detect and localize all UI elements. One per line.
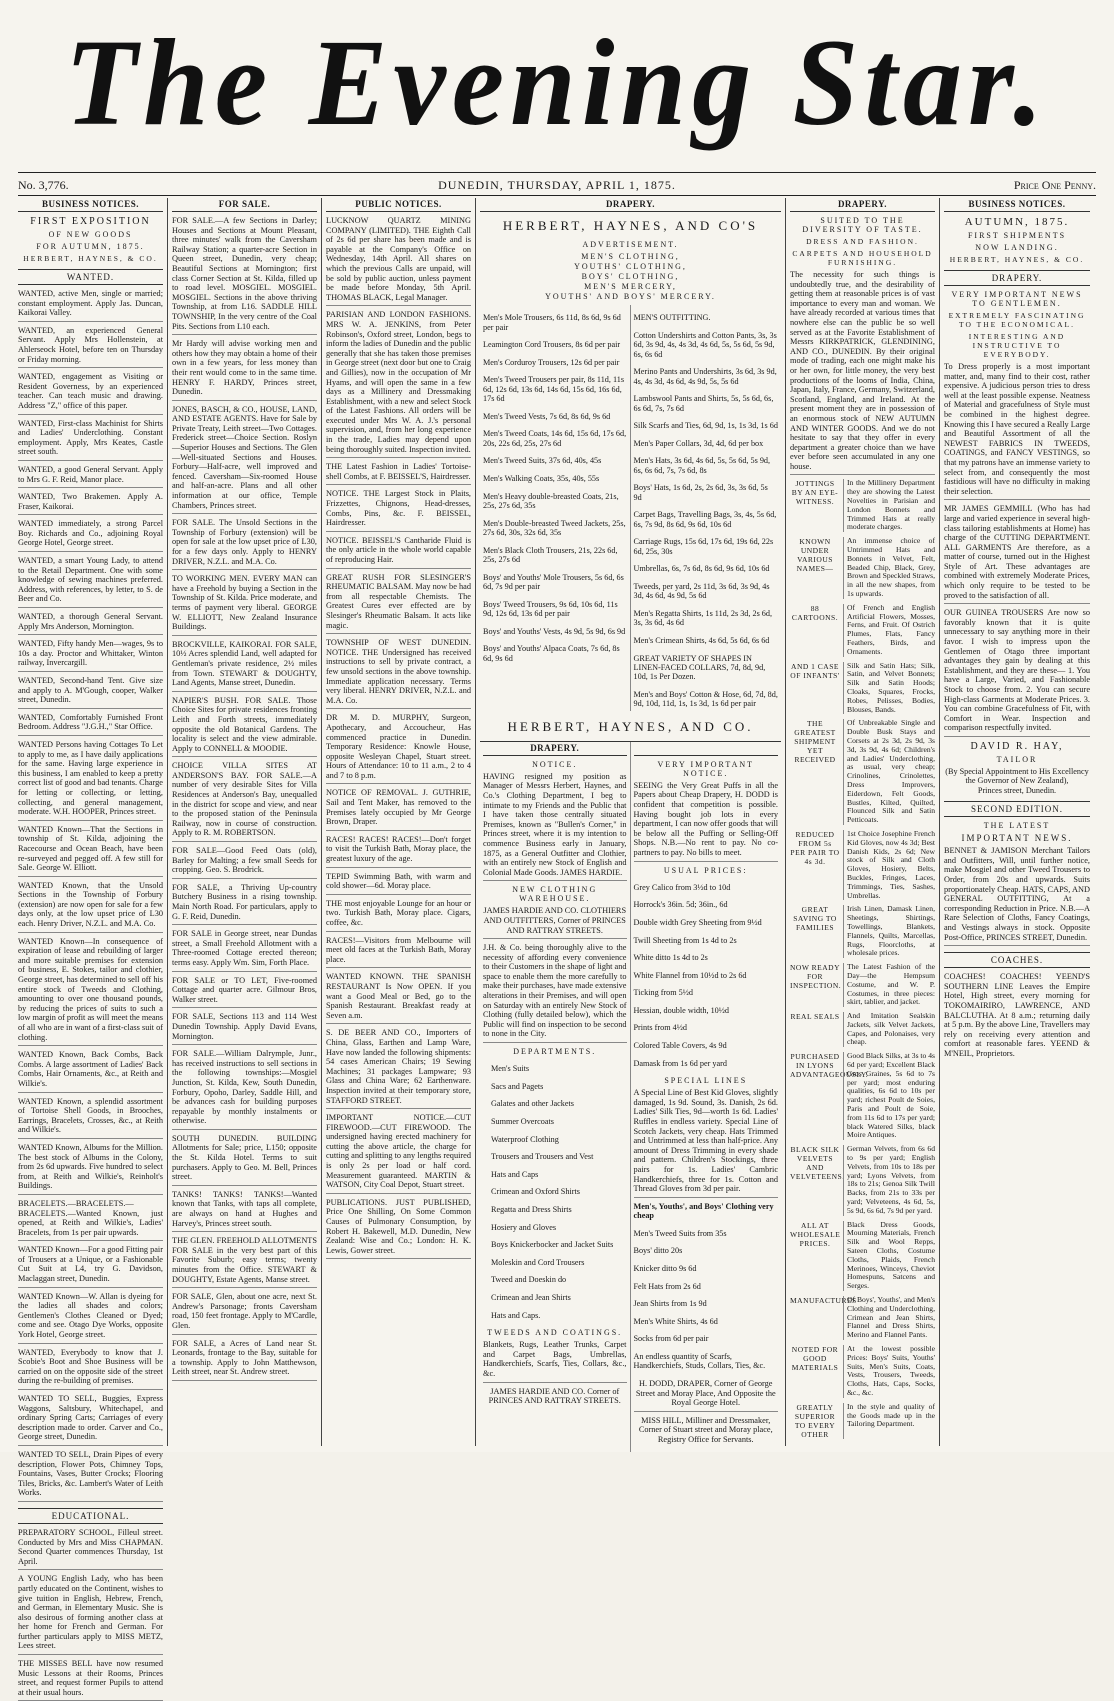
jotting-text: An immense choice of Untrimmed Hats and Bonnets in Velvet, Felt, Beaded Chip, Black, Grey, Brown and Speckled Straws, in all the new shapes, from 1s upwards. [843,537,935,599]
for-sale-ad: FOR SALE in George street, near Dundas street, a Small Freehold Allotment with a Three-roomed Cottage erected thereon; terms easy. Apply Wm. Sim, Forth Place. [172,929,317,971]
column-header: BUSINESS NOTICES. [18,198,163,212]
autumn-line: HERBERT, HAYNES, & CO. [949,255,1085,264]
jotting-label: MANUFACTURES [790,1296,857,1305]
lower-drapery [480,741,781,1452]
dodd-notice: SEEING the Very Great Puffs in all the Papers about Cheap Drapery, H. DODD is confident that competition is possible. Having bought job lots in every department, I can now offer goods that will be below all the Puffing or Selling-Off Shops. N.B.—No rent to pay. No co-partners to pay. No bills to meet. [634,781,779,862]
price-line: Cotton Undershirts and Cotton Pants, 3s, 3s 6d, 3s 9d, 4s, 4s 3d, 4s 6d, 5s, 5s 6d, 5s 9d, 6s, 6s 6d [633,330,777,359]
for-sale-ad: TO WORKING MEN. EVERY MAN can have a Freehold by buying a Section in the Township of St. Kilda. Price moderate, and terms of payment very liberal. GEORGE W. ELLIOTT, New Zealand Insurance Buildings. [172,574,317,636]
dateline-rule [18,195,1096,196]
price-line: Men's Walking Coats, 35s, 40s, 55s [483,473,600,483]
price-line: Leamington Cord Trousers, 8s 6d per pair [483,340,621,350]
dateline [18,178,1096,194]
latest-line: IMPORTANT NEWS. [961,833,1073,844]
price-line: Men's Crimean Shirts, 4s 6d, 5s 6d, 6s 6d [633,635,770,645]
hh-lines [480,252,781,301]
educational-ad: PREPARATORY SCHOOL, Filleul street. Conducted by Mrs and Miss CHAPMAN. Second Quarter commences Thursday, 1st April. [18,1528,163,1570]
hardie-title: JAMES HARDIE AND CO. CLOTHIERS AND OUTFITTERS, Corner of PRINCES AND RATTRAY STREETS. [483,906,627,939]
price-line: Merino Pants and Undershirts, 3s 6d, 3s 9d, 4s, 4s 3d, 4s 6d, 4s 9d, 5s, 5s 6d [633,367,777,386]
classified-ad: WANTED, active Men, single or married; constant employment. Apply Jas. Duncan, Kaikorai Valley. [18,289,163,322]
jotting-row [790,1296,935,1340]
price-line: Men's Hats, 3s 6d, 4s 6d, 5s, 5s 6d, 5s 9d, 6s, 6s 6d, 7s, 7s 6d, 8s [633,456,771,475]
jotting-label: 88 CARTOONS. [791,603,839,622]
for-sale-ad: FOR SALE.—A few Sections in Darley; Houses and Sections at Mount Pleasant, three minutes' walk from the Caversham Railway Station; a quarter-acre Section in Queen street, Dunedin, very cheap; Beautiful Sections at Mornington; first class Corner Section at St. Kilda, filled up to road level. MOSGIEL. MOSGIEL. MOSGIEL. Sections in the above thriving Township, at from L16. SADDLE HILL TOWNSHIP, In the very centre of the Coal Pits. Sections from L10 each. [172,216,317,335]
price-line: GREAT VARIETY OF SHAPES IN LINEN-FACED COLLARS, 7d, 8d, 9d, 10d, 1s Per Dozen. [633,653,766,682]
price-line: White ditto 1s 4d to 2s [633,953,708,963]
public-notice-ad: THE most enjoyable Lounge for an hour or two. Turkish Bath, Moray place. Cigars, coffee, &c. [326,899,471,932]
price-line: Men's Black Cloth Trousers, 21s, 22s 6d, 25s, 27s 6d [483,545,618,564]
hay-line: TAILOR [996,754,1038,764]
classified-ad: WANTED Known—In consequence of expiration of lease and rebuilding of larger and more suitable premises for extension of business, E. Stokes, tailor and clothier, George street, has determined to sell off his entire stock of Tweeds and Clothing, amounting to over one thousand pounds, by reducing the prices of suits to such a low margin of profit as will meet the means of all who are in want of a first-class suit of clothing. [18,937,163,1047]
for-sale-ad: FOR SALE, Glen, about one acre, next St. Andrew's Parsonage; fronts Caversham road, 150 feet frontage. Apply to M'Cardle, Glen. [172,1292,317,1334]
hh-price-lists [480,305,781,711]
price-line: Boys' and Youths' Mole Trousers, 5s 6d, 6s 6d, 7s 9d per pair [483,572,624,591]
hardie-footer: JAMES HARDIE AND CO. Corner of PRINCES AND RATTRAY STREETS. [488,1386,621,1406]
educational-ads [18,1528,163,1701]
column-header: DRAPERY. [480,198,781,212]
masthead-title: The Evening Star. [65,13,1049,152]
for-sale-ad: JONES, BASCH, & CO., HOUSE, LAND, AND ESTATE AGENTS. Have for Sale by Private Treaty, Leith street—Two Cottages. Frederick street—Choice Section. Roslyn—Superior Houses and Sections. The Glen—Well-situated Sections and Houses. Forbury—Half-acre, well improved and fenced. Caversham—Six-roomed House and half-an-acre. Plans and all other information at our office, Temple Chambers, Princes street. [172,405,317,515]
classified-ad: WANTED Known, Albums for the Million. The best stock of Albums in the Colony, from 2s 6d upwards. Five hundred to select from, at Reith and Wilkie's, Reinholt's Buildings. [18,1143,163,1195]
department-item: Regatta and Dress Shirts [491,1204,572,1214]
department-item: Trousers and Trousers and Vest [491,1152,594,1162]
educational-ad: A YOUNG English Lady, who has been partly educated on the Continent, wishes to give tuition in English, Hebrew, French, and German, in Elementary Music. She is also desirous of forming another class at her home for French and German. For further particulars apply to MISS METZ, Lees street. [18,1574,163,1655]
important-line: VERY IMPORTANT NEWS TO GENTLEMEN. [951,290,1083,308]
price-line: Boys' and Youths' Vests, 4s 9d, 5s 9d, 6s 9d [483,626,626,636]
masthead-rule [18,172,1096,173]
price-line: MEN'S OUTFITTING. [633,313,711,323]
for-sale-ad: FOR SALE. The Unsold Sections in the Township of Forbury (extension) will be open for sale at the low upset price of L30, for a few days only. Apply to HENRY DRIVER, N.Z.L. and M.A. Co. [172,518,317,570]
for-sale-ad: THE GLEN. FREEHOLD ALLOTMENTS FOR SALE in the very best part of this Favorite Suburb; easy terms; twenty minutes from the Office. STEWART & DOUGHTY, Estate Agents, Manse street. [172,1236,317,1288]
exposition-line: FOR AUTUMN, 1875. [36,242,145,251]
hh-footer: HERBERT, HAYNES, AND CO. [507,718,754,734]
issue-number: No. 3,776. [18,178,69,192]
public-notice-ad: DR M. D. MURPHY, Surgeon, Apothecary, and Accoucheur, Has commenced practice in Dunedin. Temporary Residence: Knowle House, opposite Wesleyan Chapel, Stuart street. Hours of Attendance: 10 to 11 a.m., 2 to 4 and 7 to 8 p.m. [326,713,471,784]
classified-ad: WANTED, Fifty handy Men—wages, 9s to 10s a day. Proctor and Whittaker, Winton railway, Invercargill. [18,639,163,672]
autumn-line: NOW LANDING. [975,243,1059,252]
autumn-line: AUTUMN, 1875. [964,216,1070,228]
price-line: Jean Shirts from 1s 9d [633,1299,707,1309]
warehouse-title: NEW CLOTHING WAREHOUSE. [512,885,598,904]
column-header [634,742,779,756]
classified-ad: WANTED Known—W. Allan is dyeing for the ladies all shades and colors; Gentlemen's Clothes Cleaned or Dyed; come and see. Otago Dye Works, opposite York Hotel, George street. [18,1292,163,1344]
price-line: Boys' and Youths' Alpaca Coats, 7s 6d, 8s 6d, 9s 6d [483,644,620,663]
department-item: Tweed and Doeskin do [491,1275,567,1285]
public-notice-ad: THE Latest Fashion in Ladies' Tortoise-shell Combs, at F. BEISSEL'S, Hairdresser. [326,462,471,485]
intro-line: CARPETS AND HOUSEHOLD FURNISHING. [792,249,933,267]
for-sale-ad: NAPIER'S BUSH. FOR SALE. Those Choice Sites for private residences fronting Leith and Forth streets, immediately opposite the old Botanical Gardens. The locality is select and the view admirable. Apply to CONNELL & MOODIE. [172,696,317,758]
price-line: Men's Regatta Shirts, 1s 11d, 2s 3d, 2s 6d, 3s, 3s 6d, 4s 6d [633,608,773,628]
jotting-label: THE GREATEST SHIPMENT YET RECEIVED [794,719,836,765]
public-notice-ad: RACES! RACES! RACES!—Don't forget to visit the Turkish Bath, Moray place, the greatest luxury of the age. [326,835,471,868]
educational-ad: THE MISSES BELL have now resumed Music Lessons at their Rooms, Princes street, and request former Pupils to attend at their usual hours. [18,1659,163,1701]
classified-ad: WANTED, a good General Servant. Apply to Mrs G. F. Reid, Manor place. [18,465,163,488]
jotting-text: Good Black Silks, at 3s to 4s 6d per yard; Excellent Black Gros Graines, 5s 6d to 7s per yard; most enduring qualities, 6s 6d to 10s per yard; richest Poult de Soies, Paris and Poult de Soie, from 11s 6d to 17s per yard; black Watered Silks, black Moire Antiques. [843,1052,935,1140]
publication-date: DUNEDIN, THURSDAY, APRIL 1, 1875. [438,178,676,192]
hardie-text: J.H. & Co. being thoroughly alive to the necessity of affording every convenience to their Customers in the shape of light and space to enable them the more carefully to make their purchases, have made extensive alterations in their Premises, and will open on Saturday with an entirely New Stock of Clothing (fully detailed below), which the Public will find on inspection to be second to none in the City. [483,943,627,1043]
department-item: Galates and other Jackets [491,1099,574,1109]
herbert-haynes-ad [480,198,781,741]
classified-ad: WANTED TO SELL, Drain Pipes of every description, Flower Pots, Chimney Tops, Fountains, Vases, Butter Crocks; Flooring Tiles, Bricks, &c. Lambert's Water of Leith Works. [18,1450,163,1502]
public-notice-ad: NOTICE OF REMOVAL. J. GUTHRIE, Sail and Tent Maker, has removed to the Premises lately occupied by Mr George Brown, Draper. [326,788,471,830]
jotting-text: Of Boys', Youths', and Men's Clothing and Underclothing, Crimean and Jean Shirts, Flannel and Dress Shirts, Merino and Flannel Pants. [843,1296,935,1340]
department-item: Crimean and Oxford Shirts [491,1187,580,1197]
column-drapery-wide [476,198,786,1446]
jotting-row [790,1052,935,1140]
hh-clothing-line: MEN'S MERCERY, [584,282,677,291]
classified-ad: WANTED, a thorough General Servant. Apply Mrs Anderson, Mornington. [18,612,163,635]
jotting-row [790,963,935,1007]
department-item: Men's Suits [491,1064,530,1074]
department-item: Hats and Caps [491,1169,539,1179]
jotting-text: Of French and English Artificial Flowers, Mosses, Ferns, and Fruit. Of Ostrich Plumes, Flats, Fancy Feathers, Birds, and Ornaments. [843,604,935,657]
price-line: Double width Grey Sheeting from 9½d [633,917,762,927]
jotting-row [790,719,935,825]
price-line: Men's Double-breasted Tweed Jackets, 25s, 27s 6d, 30s, 32s 6d, 35s [483,518,626,537]
jotting-row [790,1345,935,1398]
usual-prices-list [634,883,779,1068]
for-sale-ad: SOUTH DUNEDIN. BUILDING Allotments for Sale; price, L150; opposite the St. Kilda Hotel. Terms to suit purchasers. Apply to Geo. M. Bell, Princes street. [172,1134,317,1186]
jotting-label: GREAT SAVING TO FAMILIES [793,905,837,933]
departments-list [483,1064,627,1320]
price-line: Men's Tweed Suits, 37s 6d, 40s, 45s [483,456,602,466]
jotting-row [790,604,935,657]
public-notice-ad: TOWNSHIP OF WEST DUNEDIN. NOTICE. THE Undersigned has received instructions to sell by private contract, a few unsold sections in the above township. Immediate application necessary. Terms very liberal. HENRY DRIVER, N.Z.L. and M.A. Co. [326,638,471,709]
price-line: Socks from 6d per pair [633,1334,709,1344]
classified-ad: WANTED, Comfortably Furnished Front Bedroom. Address "J.G.H.," Star Office. [18,713,163,736]
classified-ad: WANTED Known—For a good Fitting pair of Trousers at a Unique, or a Fashionable Cut Suit at L4, try G. Davidson, Maclaggan street, Dunedin. [18,1245,163,1287]
for-sale-ads [172,216,317,1381]
column-public-notices [322,198,476,1446]
educational-header: EDUCATIONAL. [18,1508,163,1524]
classified-ad: WANTED Persons having Cottages To Let to apply to me, as I have daily applications for the same. Having large experience in this business, I am enabled to keep a pretty correct list of good and bad tenants. Charge for letting or collecting, or letting, collecting, and general management, moderate. W.H. HOOPER, Princes street. [18,740,163,821]
department-item: Summer Overcoats [491,1117,554,1126]
price-line: Hessian, double width, 10½d [633,1005,730,1015]
departments-title: DEPARTMENTS. [513,1047,597,1057]
price-line: Tweeds, per yard, 2s 11d, 3s 6d, 3s 9d, 4s 3d, 4s 6d, 4s 9d, 5s 6d [633,581,770,601]
coaches-header: COACHES. [944,952,1090,968]
price-line: Men's Corduroy Trousers, 12s 6d per pair [483,357,620,367]
price-line: Felt Hats from 2s 6d [633,1281,701,1291]
jotting-row [790,479,935,532]
hay-line: (By Special Appointment to His Excellency the Governor of New Zealand), [945,766,1089,786]
exposition-line: HERBERT, HAYNES, & CO. [23,254,158,263]
for-sale-ad: Mr Hardy will advise working men and others how they may obtain a home of their own in a few years, for less money than their rent would come to in the same time. HENRY F. HARDY, Princes street, Dunedin. [172,339,317,401]
classified-ad: WANTED, engagement as Visiting or Resident Governess, by an experienced teacher. Can teach music and drawing. Address "Z," office of this paper. [18,372,163,414]
coaches-ad: COACHES! COACHES! YEEND'S SOUTHERN LINE Leaves the Empire Hotel, High street, every morning for TOKOMAIRIRO, LAWRENCE, AND BALCLUTHA. At 8 a.m.; returning daily at 5 p.m. By the above Line, Travellers may rely on receiving every attention and comfort at reasonable fares. YEEND & M'NEIL, Proprietors. [944,972,1090,1058]
price-line: Boys' Hats, 1s 6d, 2s, 2s 6d, 3s, 3s 6d, 5s 9d [633,483,768,502]
price-line: Men's Tweed Coats, 14s 6d, 15s 6d, 17s 6d, 20s, 22s 6d, 25s, 27s 6d [483,429,627,448]
price-line: Prints from 4½d [633,1023,687,1033]
department-item: Hats and Caps. [491,1310,541,1320]
department-item: Moleskin and Cord Trousers [491,1257,585,1267]
special-lines-title: SPECIAL LINES [664,1076,748,1086]
classified-ad: WANTED, Second-hand Tent. Give size and apply to A. M'Gough, cooper, Walker street, Dunedin. [18,676,163,709]
price-line: Ticking from 5½d [633,988,694,998]
department-item: Hosiery and Gloves [491,1222,557,1232]
public-notice-ad: S. DE BEER AND CO., Importers of China, Glass, Earthen and Lamp Ware, Have now landed the following shipments: 54 cases American Chairs; 19 Sewing Machines; 31 packages Lampware; 93 Glass and China Ware; 62 Earthenware. Inspection invited at their temporary store, STAFFORD STREET. [326,1028,471,1109]
mens-title: Men's, Youths', and Boys' Clothing very cheap [633,1201,774,1221]
hill-ad: MISS HILL, Milliner and Dressmaker, Corner of Stuart street and Moray place, Registry Office for Servants. [638,1415,773,1444]
jotting-row [790,830,935,900]
for-sale-ad: FOR SALE—Good Feed Oats (old), Barley for Malting; a few small Seeds for cropping. Geo. S. Brodrick. [172,846,317,879]
price-line: Horrock's 36in. 5d; 36in., 6d [633,900,728,910]
price-line: Colored Table Covers, 4s 9d [633,1041,727,1051]
jotting-text: In the style and quality of the Goods made up in the Tailoring Department. [843,1403,935,1439]
jotting-label: REDUCED FROM 5s PER PAIR TO 4s 3d. [790,829,840,866]
jotting-label: NOTED FOR GOOD MATERIALS [791,1344,839,1372]
jotting-label: BLACK SILK VELVETS AND VELVETEENS. [790,1145,845,1182]
masthead [0,0,1114,165]
hh-clothing-line: MEN'S CLOTHING, [581,252,680,261]
department-item: Crimean and Jean Shirts [491,1292,571,1302]
price-line: Umbrellas, 6s, 7s 6d, 8s 6d, 9s 6d, 10s 6d [633,564,770,574]
jotting-label: REAL SEALS [790,1012,840,1022]
jotting-row [790,905,935,958]
autumn-line: FIRST SHIPMENTS [967,231,1067,240]
public-notice-ad: WANTED KNOWN. THE SPANISH RESTAURANT Is Now OPEN. If you want a Good Meal or Bed, go to the Spanish Restaurant. Breakfast ready at Seven a.m. [326,972,471,1024]
public-notice-ad: NOTICE. BEISSEL'S Cantharide Fluid is the only article in the whole world capable of reproducing Hair. [326,536,471,569]
special-lines-text: A Special Line of Best Kid Gloves, slightly damaged, 1s 9d. Sound, 3s. Danish, 2s 6d. Ladies' Silk Ties, 9d—worth 1s 6d. Ladies' Ruffles in endless variety. Special Line of Scotch Jackets, very cheap. Hats Trimmed and Untrimmed at less than half-price. Any amount of Dress Trimming in every shade and pattern. Children's Stockings, three pairs for 1s. Ladies' Cambric Handkerchiefs, three for 1s. Cotton and Thread Gloves from 3d per pair. [634,1088,779,1198]
hh-title: HERBERT, HAYNES, AND CO'S [502,218,759,233]
jotting-label: ALL AT WHOLESALE PRICES. [790,1220,841,1248]
public-notice-ad: GREAT RUSH FOR SLESINGER'S RHEUMATIC BALSAM. May now be had from all respectable Chemists. The Greatest Cures ever effected are by Slesinger's Rheumatic Balsam. It acts like magic. [326,573,471,635]
dodd-ad [631,742,782,1452]
classified-ad: WANTED Known, Back Combs, Back Combs. A large assortment of Ladies' Back Combs, Hair Ornaments, &c., at Reith and Wilkie's. [18,1050,163,1092]
jotting-row [790,1012,935,1047]
price-line: Men's Tweed Vests, 7s 6d, 8s 6d, 9s 6d [483,411,611,421]
price-line: An endless quantity of Scarfs, Handkerchiefs, Studs, Collars, Ties, &c. [633,1351,766,1371]
price-line: Carpet Bags, Travelling Bags, 3s, 4s, 5s 6d, 6s, 7s 9d, 8s 6d, 9s 6d, 10s 6d [633,510,777,529]
hardie-notice: HAVING resigned my position as Manager of Messrs Herbert, Haynes, and Co.'s Clothing Department, I beg to intimate to my Friends and the Public that I have taken those centrally situated Premises, known as "Bullen's Corner," in Princes street, where it is my intention to commence Business early in January, 1875, as a General Outfitter and Clothier, with an entirely new Stock of English and Colonial Made Goods. JAMES HARDIE. [483,772,627,882]
for-sale-ad: FOR SALE.—William Dalrymple, Junr., has received instructions to sell sections in the following townships:—Mosgiel Junction, St. Kilda, Kew, South Dunedin, Forbury, Opoho, Darley, Saddle Hill, and be advances cash for building purposes repayable by monthly instalments or otherwise. [172,1049,317,1130]
intro-line: SUITED TO THE DIVERSITY OF TASTE. [802,216,923,234]
second-edition: SECOND EDITION. [944,801,1090,817]
price: Price One Penny. [1013,178,1096,192]
jotting-text: Of Unbreakable Single and Double Busk Stays and Corsets at 2s 3d, 2s 9d, 3s 3d, 3s 9d, 4s 6d; Children's and Ladies' Underclothing, as usual, very cheap; Crinolines, Crinolettes, Dress Improvers, Eiderdown, Felt Goods, Bustles, Kilted, Quilted, Flounced Silk and Satin Petticoats. [843,719,935,825]
jotting-text: In the Millinery Department they are showing the Latest Novelties in Parisian and London Bonnets and Trimmed Hats at really moderate charges. [843,479,935,532]
jotting-text: At the lowest possible Prices: Boys' Suits, Youths' Suits, Men's Suits, Coats, Vests, Trousers, Tweeds, Cloths, Hats, Caps, Socks, &c., &c. [843,1345,935,1398]
hh-right-list [631,305,782,711]
jotting-text: And Imitation Sealskin Jackets, silk Velvet Jackets, Capes, and Polonaises, very cheap. [843,1012,935,1047]
latest-line: THE LATEST [983,821,1051,831]
drapery-header: DRAPERY. [944,270,1090,286]
column-for-sale [168,198,322,1446]
price-line: Twill Sheeting from 1s 4d to 2s [633,935,737,945]
public-notice-ad: PUBLICATIONS. JUST PUBLISHED, Price One Shilling, On Some Common Causes of Pulmonary Consumption, by Robert H. Bakewell, M.D. Dunedin, New Zealand: Wise and Co.; London: H. K. Lewis, Gower street. [326,1198,471,1260]
jotting-text: German Velvets, from 6s 6d to 9s per yard; English Velvets, from 10s to 18s per yard; Lyons Velvets, from 18s to 21s; Genoa Silk Twill Backs, from 21s to 33s per yard; Velveteens, 4s 6d, 5s, 5s 9d, 6s 6d, 7s 9d per yard. [843,1145,935,1215]
jotting-label: PURCHASED IN LYONS ADVANTAGEOUSLY. [790,1052,869,1080]
price-line: Damask from 1s 6d per yard [633,1058,727,1068]
department-item: Sacs and Pagets [491,1081,544,1091]
jottings-rows [790,479,935,1438]
column-header: BUSINESS NOTICES. [944,198,1090,212]
column-drapery-kirkpatrick [786,198,940,1446]
column-header: PUBLIC NOTICES. [326,198,471,212]
price-line: Men's Mole Trousers, 6s 11d, 8s 6d, 9s 6d per pair [483,313,621,332]
for-sale-ad: FOR SALE or TO LET, Five-roomed Cottage and quarter acre. Gilmour Bros, Walker street. [172,976,317,1009]
classified-ad: WANTED Known, a splendid assortment of Tortoise Shell Goods, in Brooches, Earrings, Bracelets, Crosses, &c., at Reith and Wilkie's. [18,1097,163,1139]
classified-ad: WANTED immediately, a strong Parcel Boy. Richards and Co., adjoining Royal George Hotel, George street. [18,519,163,552]
jotting-text: Silk and Satin Hats; Silk, Satin, and Velvet Bonnets; Silk and Satin Hoods; Cloaks, Squares, Frocks, Robes, Pelisses, Bodies, Blouses, Bands. [843,662,935,715]
price-line: Men's Tweed Trousers per pair, 8s 11d, 11s 6d, 12s 6d, 13s 6d, 14s 6d, 15s 6d, 16s 6d, 17s 6d [483,375,625,404]
hay-body: To Dress properly is a most important matter, and, many find to their cost, rather expensive. A judicious person tries to dress well at the least possible expense. Neatness of Material and gracefulness of Style must be combined in the highest degree. Knowing this I have secured a Really Large and Beautiful Assortment of all the NEWEST FABRICS IN TWEEDS, COATINGS, and FANCY VESTINGS, so that my patrons have an immense variety to select from, and consequently the most fastidious will have no difficulty in making their selection. [944,362,1090,500]
jotting-row [790,662,935,715]
for-sale-ad: BROCKVILLE, KAIKORAI. FOR SALE, 10½ Acres splendid Land, well adapted for Gentleman's private residence, 2½ miles from Town. STEWART & DOUGHTY, Land Agents, Manse street, Dunedin. [172,640,317,692]
jotting-row [790,1403,935,1439]
for-sale-ad: FOR SALE, a Acres of Land near St. Leonards, frontage to the Bay, suitable for a township. Apply to John Matthewson, Leith street, near St. Andrew street. [172,1339,317,1381]
jotting-row [790,1221,935,1291]
hay-line: Princes street, Dunedin. [977,785,1057,795]
important-line: INTERESTING AND INSTRUCTIVE TO EVERYBODY. [968,332,1066,359]
guinea-text: OUR GUINEA TROUSERS Are now so favorably known that it is quite unnecessary to say anything more in their favor. I wish to impress upon the Gentlemen of Otago three important advantages they gain by dealing at this Establishment, and they are these— 1. You have a Large, Varied, and Fashionable Stock to choose from. 2. You can secure High-class Garments at Moderate Prices. 3. You can combine Gracefulness of Fit, with Comfort in Wear. Inspection and comparison respectfully invited. [944,608,1090,737]
public-notice-ad: IMPORTANT NOTICE.—CUT FIREWOOD.—CUT FIREWOOD. The undersigned having erected machinery for cutting the above article, the charge for cutting and splitting to any lengths required is only 2s per load or half cord. Measurement guaranteed. MARTIN & WATSON, City Coal Depot, Stuart street. [326,1113,471,1194]
hh-clothing-line: BOYS' CLOTHING, [581,272,680,281]
price-line: Carriage Rugs, 15s 6d, 17s 6d, 19s 6d, 22s 6d, 25s, 30s [633,537,774,556]
jotting-text: Irish Linen, Damask Linen, Sheetings, Shirtings, Towellings, Blankets, Flannels, Quilts, Marcellas, Rugs, Floorcloths, at wholesale prices. [843,905,935,958]
classified-ad: WANTED, Two Brakemen. Apply A. Fraser, Kaikorai. [18,492,163,515]
public-notice-ads [326,216,471,1259]
dodd-signature: H. DODD, DRAPER, Corner of George Street and Moray Place, And Opposite the Royal George Hotel. [634,1379,779,1412]
classified-ad: WANTED Known, that the Unsold Sections in the Township of Forbury (extension) are now open for sale for a few days only, at the low upset price of L30 each. Henry Driver, N.Z.L. and M.A. Co. [18,881,163,933]
price-line: Knicker ditto 9s 6d [633,1263,697,1273]
price-line: Men's Heavy double-breasted Coats, 21s, 25s, 27s 6d, 35s [483,491,619,510]
price-line: Men's Tweed Suits from 35s [633,1228,727,1238]
for-sale-ad: FOR SALE, a Thriving Up-country Butchery Business in a rising township. Main North Road. For particulars, apply to G. F. Reid, Dunedin. [172,883,317,925]
wanted-header: WANTED. [18,269,163,285]
column-header: FOR SALE. [172,198,317,212]
price-line: Lambswool Pants and Shirts, 5s, 5s 6d, 6s, 6s 6d, 7s, 7s 6d [633,394,774,413]
price-line: Men's and Boys' Cotton & Hose, 6d, 7d, 8d, 9d, 10d, 11d, 1s, 1s 3d, 1s 6d per pair [633,689,778,709]
exposition-line: OF NEW GOODS [48,230,133,239]
price-line: Boys' Tweed Trousers, 9s 6d, 10s 6d, 11s 9d, 12s 6d, 13s 6d per pair [483,599,618,618]
intro-text: The necessity for such things is undoubtedly true, and the desirability of getting them at reasonable prices is of vast importance to every man and woman. We have already recorded at various times that nowhere else can the public be so well served as at the Favorite Establishment of Messrs KIRKPATRICK, GLENDINING, AND CO., DUNEDIN. By their original mode of trading, each one might make his or her own, for little money, the very best productions of the looms of India, China, Japan, Italy, France, Germany, Switzerland, Scotland, England, and Ireland. At the present moment they are in possession of an enormous stock of NEW AUTUMN AND WINTER GOODS. And we do not hesitate to say that they offer in every department a greater choice than we have ever before seen accumulated in any one house. [790,270,935,475]
public-notice-ad: TEPID Swimming Bath, with warm and cold shower—6d. Moray place. [326,872,471,895]
hh-subtitle: ADVERTISEMENT. [582,240,679,249]
jotting-label: AND 1 CASE OF INFANTS' [790,661,840,680]
hh-left-list [480,305,631,711]
column-business-notices-right [940,198,1094,1446]
jotting-text: The Latest Fashion of the Day—the Hempsum Costume, and W. P. Costumes, in three pieces: skirt, tablier, and jacket. [843,963,935,1007]
jotting-label: JOTTINGS BY AN EYE-WITNESS. [791,479,839,507]
jotting-row [790,537,935,599]
classified-ad: WANTED TO SELL, Buggies, Express Waggons, Saltsbury, Whitechapel, and ordinary Spring Carts; Carriages of every description made to order. Carver and Co., George street, Dunedin. [18,1394,163,1446]
jotting-label: NOW READY FOR INSPECTION. [790,963,842,991]
tweeds-text: Blankets, Rugs, Leather Trunks, Carpet and Carpet Bags, Umbrellas, Handkerchiefs, Scarfs, Ties, Collars, &c., &c. [483,1340,627,1382]
price-line: Silk Scarfs and Ties, 6d, 9d, 1s, 1s 3d, 1s 6d [633,421,778,431]
jotting-label: GREATLY SUPERIOR TO EVERY OTHER [794,1402,836,1439]
important-line: EXTREMELY FASCINATING TO THE ECONOMICAL. [948,311,1086,329]
column-business-notices [14,198,168,1697]
department-item: Boys Knickerbocker and Jacket Suits [491,1240,614,1250]
hh-clothing-line: YOUTHS' CLOTHING, [574,262,687,271]
hay-line: DAVID R. HAY, [970,740,1064,752]
usual-prices-title: USUAL PRICES: [663,865,748,875]
classified-ad: WANTED, First-class Machinist for Shirts and Ladies' Underclothing. Constant employment. Apply, Mrs Keates, Castle street south. [18,419,163,461]
columns [14,198,1100,1697]
for-sale-ad: CHOICE VILLA SITES AT ANDERSON'S BAY. FOR SALE.—A number of very desirable Sites for Villa Residences at Anderson's Bay, unequalled in the district for scope and view, and near to the proposed station of the Peninsula Railway, now in course of construction. Apply to R. M. ROBERTSON. [172,761,317,842]
jotting-label: KNOWN UNDER VARIOUS NAMES— [796,537,834,574]
department-item: Waterproof Clothing [491,1134,559,1144]
classified-ad: WANTED, an experienced General Servant. Apply Mrs Hollenstein, at Ahlerseock Hotel, before ten on Thursday or Friday morning. [18,326,163,368]
bennet-jamison-ad: BENNET & JAMISON Merchant Tailors and Outfitters, Will, until further notice, make Mosgiel and other Tweed Trousers to Order, from 20s and upwards. Suits proportionately Cheap. HATS, CAPS, AND GENERAL OUTFITTING, At a corresponding Reduction in Price. N.B.—A Rare Selection of Cloths, Fancy Coatings, and Vestings always in stock. Opposite Post-Office, PRINCES STREET, Dunedin. [944,846,1090,946]
notice-title: VERY IMPORTANT NOTICE. [657,759,755,778]
column-header: DRAPERY. [483,742,627,756]
jotting-text: 1st Choice Josephine French Kid Gloves, now 4s 3d; Best Danish Kids, 2s 6d; New stock of Silk and Cloth Gloves, Hosiery, Belts, Buckles, Fringes, Laces, Trimmings, Ties, Sashes, Umbrellas. [843,830,935,900]
price-line: Men's White Shirts, 4s 6d [633,1316,718,1326]
jotting-text: Black Dress Goods, Mourning Materials, French Silk and Wool Repps, Sateen Cloths, Costume Cloths, Plaids, French Merinoes, Winceys, Cheviot Homespuns, Satcens and Serges. [843,1221,935,1291]
intro-line: DRESS AND FASHION. [806,237,919,246]
wanted-ads [18,289,163,1502]
exposition-line: FIRST EXPOSITION [30,216,151,227]
hardie-ad [480,742,631,1452]
public-notice-ad: RACES!—Visitors from Melbourne will meet old faces at the Turkish Bath, Moray place. [326,936,471,969]
mens-list [634,1229,779,1371]
gemmill-text: MR JAMES GEMMILL (Who has had large and varied experience in several high-class tailoring establishments at Home) has charge of the CUTTING DEPARTMENT. ALL GARMENTS Are therefore, as a matter of course, turned out in the Highest Style of Art. These advantages are combined with extremely Moderate Prices, which only require to be tested to be proved to the satisfaction of all. [944,504,1090,604]
classified-ad: BRACELETS.—BRACELETS.—BRACELETS.—Wanted Known, just opened, at Reith and Wilkie's, Ladies' Bracelets, from 1s per pair upwards. [18,1199,163,1241]
classified-ad: WANTED, a smart Young Lady, to attend to the Retail Department. One with some knowledge of sewing machines preferred. Address, with references, by letter, to S. de Beer and Co. [18,556,163,608]
public-notice-ad: NOTICE. THE Largest Stock in Plaits, Frizzettes, Chignons, Head-dresses, Combs, Pins, &c. F. BEISSEL, Hairdresser. [326,489,471,531]
jotting-row [790,1145,935,1215]
tweeds-title: TWEEDS AND COATINGS. [487,1328,623,1338]
hh-clothing-line: YOUTHS' AND BOYS' MERCERY. [545,292,716,301]
classified-ad: WANTED Known—That the Sections in township of St. Kilda, adjoining the Racecourse and Ocean Beach, have been re-surveyed and pegged off. A few still for Sale. George W. Elliott. [18,825,163,877]
public-notice-ad: LUCKNOW QUARTZ MINING COMPANY (LIMITED). THE Eighth Call of 2s 6d per share has been made and is payable at the Company's Office on Wednesday, 14th April. All shares on which the previous Calls are unpaid, will be sold by public auction, unless payment be made before Monday, 5th April. THOMAS BLACK, Legal Manager. [326,216,471,306]
column-header: DRAPERY. [790,198,935,212]
for-sale-ad: TANKS! TANKS! TANKS!—Wanted known that Tanks, with taps all complete, are always on hand at Hughes and Harvey's, Princes street south. [172,1190,317,1232]
notice-title: NOTICE. [532,759,578,769]
price-line: Boys' ditto 20s [633,1246,683,1256]
public-notice-ad: PARISIAN AND LONDON FASHIONS. MRS W. A. JENKINS, from Peter Robinson's, Oxford street, London, begs to inform the ladies of Dunedin and the public generally that she has taken those premises in George street (next door but one to Craig and Gillies), now in the occupation of Mr Hyams, and will open the same in a few days as a Millinery and Dressmaking Establishment, with a new and select Stock of the Latest Fashions. All orders will be executed under Mrs W. A. J.'s personal supervision, and, from her long experience in the trade, Ladies may depend upon being thoroughly suited. Inspection invited. [326,310,471,458]
price-line: White Flannel from 10½d to 2s 6d [633,970,747,980]
price-line: Men's Paper Collars, 3d, 4d, 6d per box [633,438,764,448]
for-sale-ad: FOR SALE, Sections 113 and 114 West Dunedin Township. Apply David Evans, Mornington. [172,1012,317,1045]
price-line: Grey Calico from 3½d to 10d [633,882,731,892]
classified-ad: WANTED, Everybody to know that J. Scobie's Boot and Shoe Business will be carried on on the opposite side of the street during the re-building of premises. [18,1348,163,1390]
